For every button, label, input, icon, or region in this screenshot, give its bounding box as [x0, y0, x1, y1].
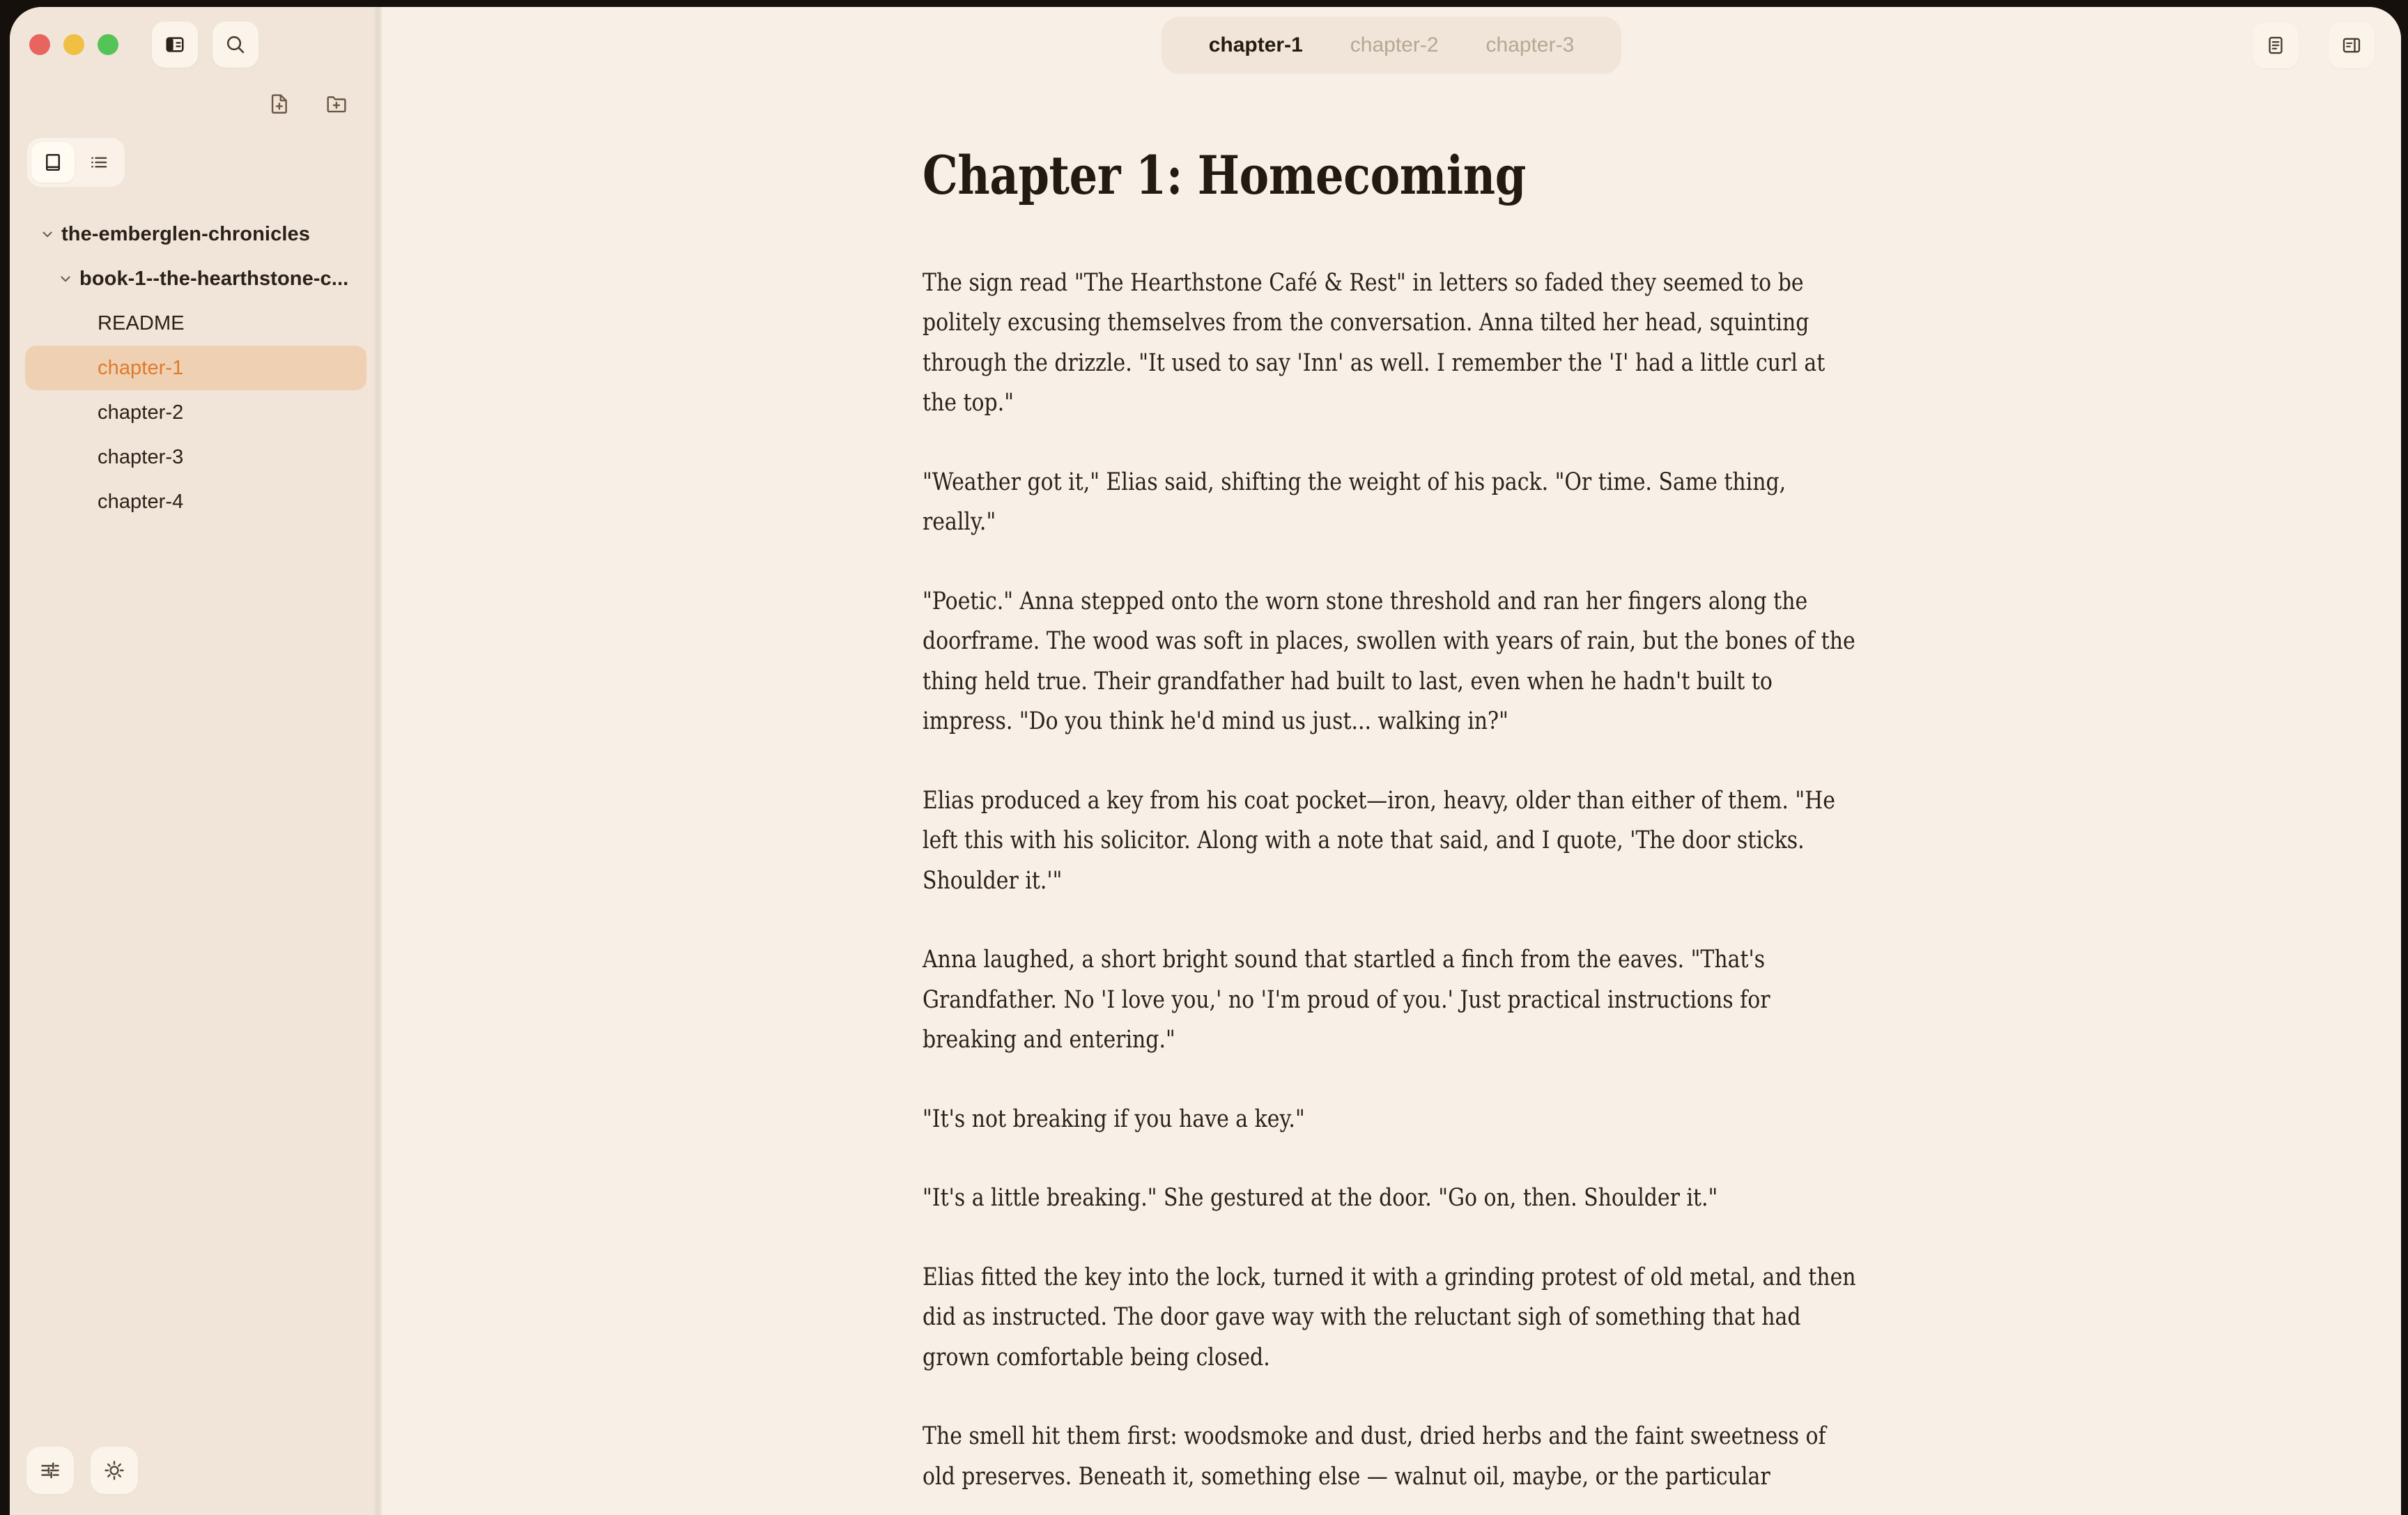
tab-chapter-2[interactable]: chapter-2 — [1327, 28, 1462, 63]
tree-item-chapter-3[interactable] — [25, 435, 366, 479]
tree-item-label: chapter-2 — [98, 401, 184, 424]
page-title: Chapter 1: Homecoming — [922, 144, 1526, 206]
tabstrip — [1161, 17, 1622, 74]
right-panel-toggle-button[interactable] — [2329, 22, 2375, 68]
tree-item-label: chapter-4 — [98, 490, 184, 513]
sun-icon — [103, 1459, 125, 1482]
tree-item-the-emberglen-chronicles[interactable] — [25, 212, 366, 256]
list-view-button[interactable] — [77, 142, 121, 183]
new-folder-button[interactable] — [321, 88, 353, 120]
theme-toggle-button[interactable] — [91, 1447, 138, 1494]
sidebar-footer — [10, 1426, 382, 1515]
book-icon — [43, 152, 63, 173]
paragraph: Elias produced a key from his coat pocket—iron, heavy, older than either of them. "He left this with his solicitor. Along with a note that said, and I quote, 'The door sticks. Shoulder it.'" — [922, 786, 1835, 895]
document-view[interactable] — [382, 84, 2401, 1515]
tree-item-book-1[interactable] — [25, 256, 366, 301]
paragraph: "It's not breaking if you have a key." — [922, 1105, 1305, 1133]
tab-bar — [382, 7, 2401, 84]
chevron-down-icon[interactable] — [52, 270, 79, 287]
file-action-bar — [10, 82, 382, 125]
paragraph: Elias fitted the key into the lock, turned it with a grinding protest of old metal, and then did as instructed. The door gave way with the reluctant sigh of something that had grown comfortable being closed. — [922, 1263, 1856, 1371]
tree-item-label: chapter-1 — [98, 356, 184, 379]
tree-item-label: book-1--the-hearthstone-c... — [79, 267, 349, 290]
document-content — [920, 84, 1864, 1497]
sidebar-resize-handle[interactable] — [374, 7, 382, 1515]
minimize-window-button[interactable] — [63, 34, 84, 55]
new-folder-icon — [325, 92, 348, 116]
book-view-button[interactable] — [31, 142, 75, 183]
window-titlebar — [10, 7, 382, 82]
chevron-down-icon[interactable] — [33, 226, 61, 243]
traffic-lights — [29, 34, 118, 55]
tab-chapter-3[interactable]: chapter-3 — [1462, 28, 1598, 63]
tab-chapter-1[interactable]: chapter-1 — [1185, 28, 1327, 63]
settings-button[interactable] — [26, 1447, 74, 1494]
tree-item-label: README — [98, 312, 185, 334]
sidebar-toggle-button[interactable] — [152, 22, 198, 68]
right-panel-icon — [2341, 35, 2362, 56]
tree-item-label: chapter-3 — [98, 445, 184, 468]
topbar-actions — [2253, 22, 2375, 68]
maximize-window-button[interactable] — [98, 34, 118, 55]
list-icon — [88, 152, 109, 173]
sidebar — [10, 7, 382, 1515]
outline-panel-button[interactable] — [2253, 22, 2299, 68]
paragraph: "Weather got it," Elias said, shifting the weight of his pack. "Or time. Same thing, really." — [922, 468, 1786, 537]
view-mode-toggle-group — [10, 125, 382, 187]
document-outline-icon — [2265, 35, 2286, 56]
tree-item-chapter-1[interactable] — [25, 346, 366, 390]
tree-item-chapter-4[interactable] — [25, 479, 366, 524]
file-tree — [10, 187, 382, 1426]
search-button[interactable] — [213, 22, 258, 68]
tree-item-label: the-emberglen-chronicles — [61, 222, 310, 245]
sidebar-toggle-icon — [164, 34, 185, 55]
paragraph: The sign read "The Hearthstone Café & Rest" in letters so faded they seemed to be politely excusing themselves from the conversation. Anna tilted her head, squinting through the drizzle. "It used to say 'Inn' as well. I remember the 'I' had a little curl at the top." — [922, 268, 1825, 417]
search-icon — [224, 33, 247, 56]
sliders-icon — [39, 1459, 61, 1482]
paragraph: The smell hit them first: woodsmoke and dust, dried herbs and the faint sweetness of old preserves. Beneath it, something else — walnut oil, maybe, or the particular — [922, 1422, 1826, 1491]
paragraph: "It's a little breaking." She gestured at the door. "Go on, then. Shoulder it." — [922, 1184, 1718, 1213]
main-area — [382, 7, 2401, 1515]
paragraph: "Poetic." Anna stepped onto the worn stone threshold and ran her fingers along the doorframe. The wood was soft in places, swollen with years of rain, but the bones of the thing held true. Their grandfather had built to last, even when he hadn't built to impress. "Do you think he'd mind us just... walking in?" — [922, 587, 1855, 736]
app-window — [10, 7, 2401, 1515]
tree-item-readme[interactable] — [25, 301, 366, 346]
tree-item-chapter-2[interactable] — [25, 390, 366, 435]
close-window-button[interactable] — [29, 34, 50, 55]
new-file-icon — [268, 92, 291, 116]
new-file-button[interactable] — [263, 88, 295, 120]
paragraph: Anna laughed, a short bright sound that startled a finch from the eaves. "That's Grandfather. No 'I love you,' no 'I'm proud of you.' Just practical instructions for breaking and entering." — [922, 946, 1770, 1054]
